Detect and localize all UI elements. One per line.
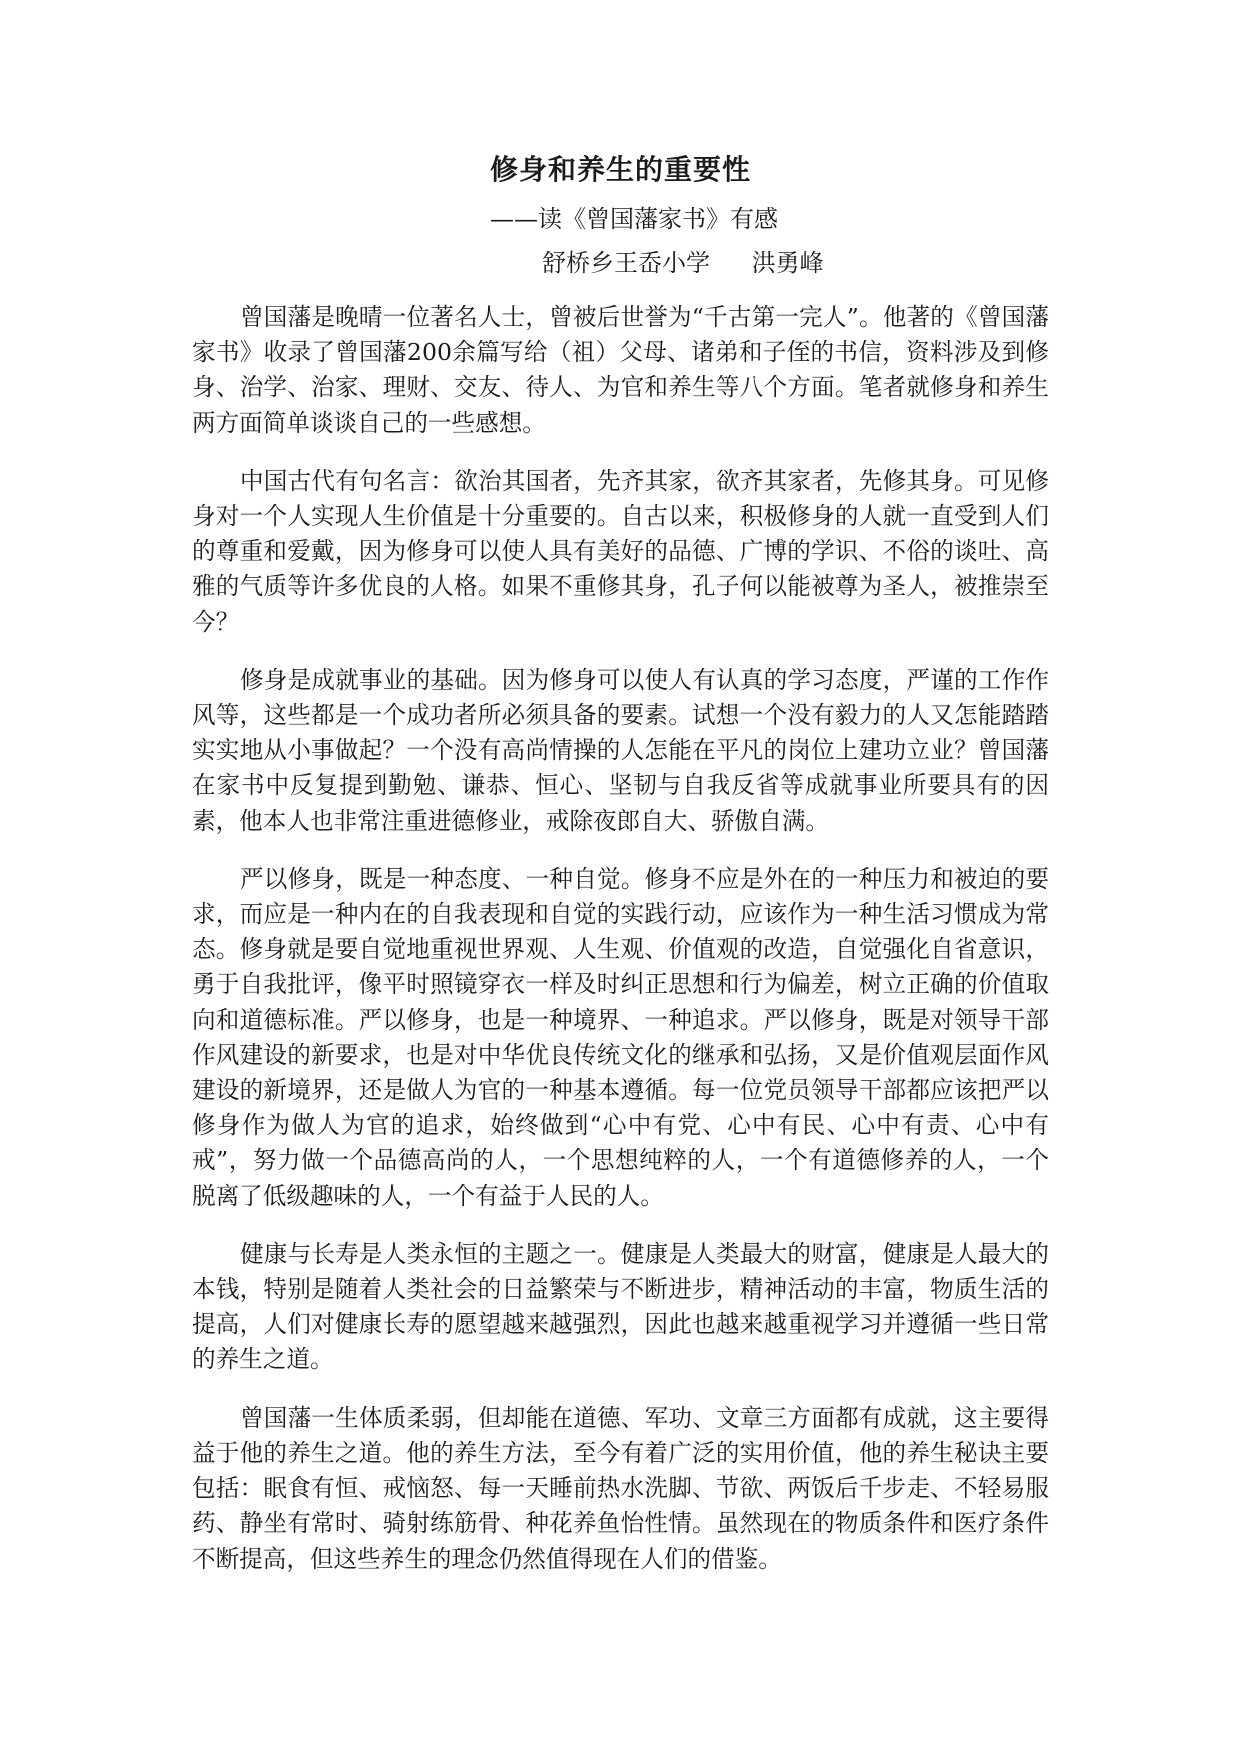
paragraph-3: 修身是成就事业的基础。因为修身可以使人有认真的学习态度，严谨的工作作风等，这些都是一个成功者所必须具备的要素。试想一个没有毅力的人又怎能踏踏实实地从小事做起？一个没有高尚情操的人怎能在平凡的岗位上建功立业？曾国藩在家书中反复提到勤勉、谦恭、恒心、坚韧与自我反省等成就事业所要具有的因素，他本人也非常注重进德修业，戒除夜郎自大、骄傲自满。: [192, 665, 1049, 835]
author-line: [192, 246, 1049, 280]
paragraph-6: 曾国藩一生体质柔弱，但却能在道德、军功、文章三方面都有成就，这主要得益于他的养生之道。他的养生方法，至今有着广泛的实用价值，他的养生秘诀主要包括：眠食有恒、戒恼怒、每一天睡前热水洗脚、节欲、两饭后千步走、不轻易服药、静坐有常时、骑射练筋骨、种花养鱼怡性情。虽然现在的物质条件和医疗条件不断提高，但这些养生的理念仍然值得现在人们的借鉴。: [192, 1403, 1049, 1573]
paragraph-2: 中国古代有句名言：欲治其国者，先齐其家，欲齐其家者，先修其身。可见修身对一个人实现人生价值是十分重要的。自古以来，积极修身的人就一直受到人们的尊重和爱戴，因为修身可以使人具有美好的品德、广博的学识、不俗的谈吐、高雅的气质等许多优良的人格。如果不重修其身，孔子何以能被尊为圣人，被推崇至今？: [192, 466, 1049, 636]
author-school: 舒桥乡王岙小学: [542, 249, 710, 277]
document-title: 修身和养生的重要性: [489, 153, 751, 186]
document-body: [192, 150, 1049, 1600]
author-name: 洪勇峰: [751, 249, 824, 277]
paragraph-1: 曾国藩是晚晴一位著名人士，曾被后世誉为“千古第一完人”。他著的《曾国藩家书》收录了曾国藩200余篇写给（祖）父母、诸弟和子侄的书信，资料涉及到修身、治学、治家、理财、交友、待人、为官和养生等八个方面。笔者就修身和养生两方面简单谈谈自己的一些感想。: [192, 303, 1049, 437]
document-subtitle: ——读《曾国藩家书》有感: [490, 205, 778, 233]
paragraph-4: 严以修身，既是一种态度、一种自觉。修身不应是外在的一种压力和被迫的要求，而应是一种内在的自我表现和自觉的实践行动，应该作为一种生活习惯成为常态。修身就是要自觉地重视世界观、人生观、价值观的改造，自觉强化自省意识，勇于自我批评，像平时照镜穿衣一样及时纠正思想和行为偏差，树立正确的价值取向和道德标准。严以修身，也是一种境界、一种追求。严以修身，既是对领导干部作风建设的新要求，也是对中华优良传统文化的继承和弘扬，又是价值观层面作风建设的新境界，还是做人为官的一种基本遵循。每一位党员领导干部都应该把严以修身作为做人为官的追求，始终做到“心中有党、心中有民、心中有责、心中有戒”，努力做一个品德高尚的人，一个思想纯粹的人，一个有道德修养的人，一个脱离了低级趣味的人，一个有益于人民的人。: [192, 864, 1049, 1210]
paragraph-5: 健康与长寿是人类永恒的主题之一。健康是人类最大的财富，健康是人最大的本钱，特别是随着人类社会的日益繁荣与不断进步，精神活动的丰富，物质生活的提高，人们对健康长寿的愿望越来越强烈，因此也越来越重视学习并遵循一些日常的养生之道。: [192, 1239, 1049, 1374]
